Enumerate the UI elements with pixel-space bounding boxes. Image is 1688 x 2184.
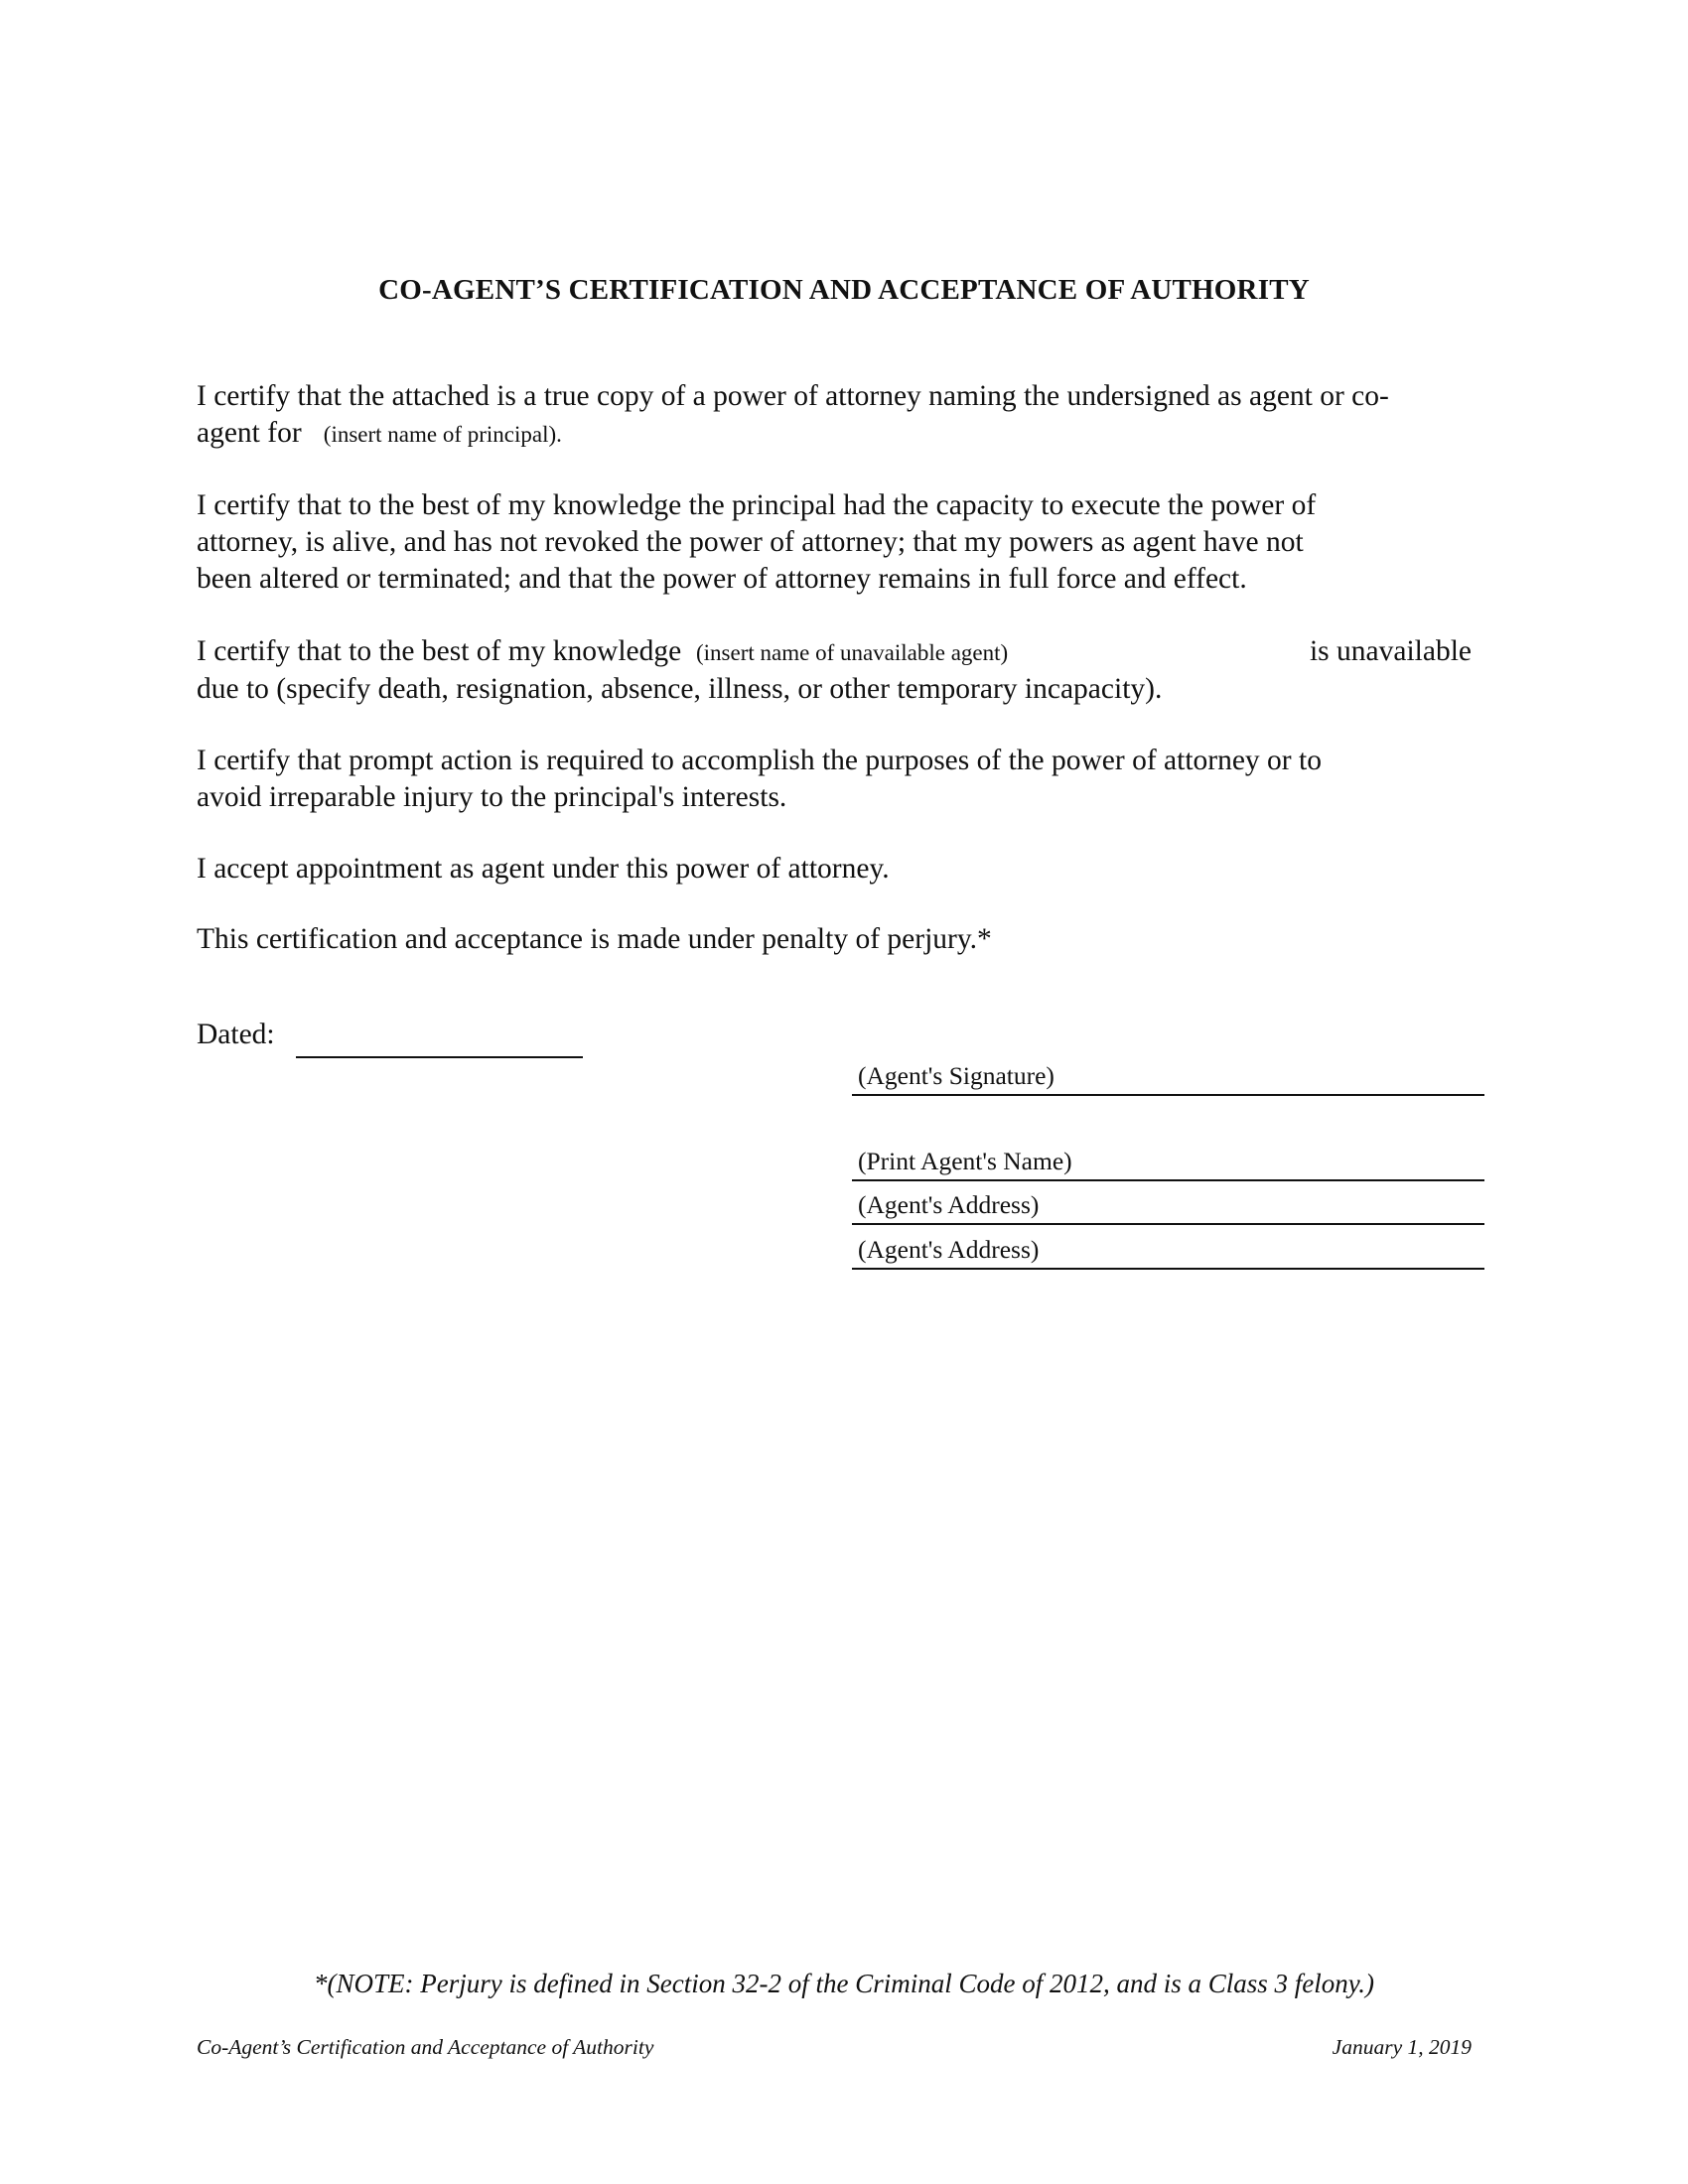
dated-label: Dated: — [197, 1019, 275, 1050]
signature-line — [852, 1223, 1484, 1225]
paragraph-line: I certify that the attached is a true copy of a power of attorney naming the undersigned as agent or co- — [197, 380, 1389, 412]
paragraph-line: avoid irreparable injury to the principal's interests. — [197, 781, 787, 813]
dated-field[interactable] — [296, 1056, 583, 1058]
paragraph-line: I certify that to the best of my knowledge the principal had the capacity to execute the power of — [197, 489, 1317, 521]
paragraph-prompt-action — [197, 743, 1472, 816]
signature-line — [852, 1179, 1484, 1181]
paragraph-line: I accept appointment as agent under this power of attorney. — [197, 853, 890, 885]
paragraph-true-copy — [197, 378, 1472, 453]
paragraph-text: agent for — [197, 417, 302, 449]
paragraph-line: been altered or terminated; and that the power of attorney remains in full force and effect. — [197, 563, 1247, 595]
paragraph-unavailable-agent — [197, 633, 1472, 708]
principal-name-field[interactable]: (insert name of principal). — [323, 422, 562, 447]
agent-address-field-1[interactable] — [852, 1187, 1484, 1225]
paragraph-line: This certification and acceptance is made under penalty of perjury.* — [197, 923, 992, 955]
print-agent-name-field[interactable] — [852, 1144, 1484, 1181]
footer-date: January 1, 2019 — [1332, 2035, 1472, 2059]
unavailable-agent-field[interactable]: (insert name of unavailable agent) — [696, 640, 1009, 665]
paragraph-text-suffix: is unavailable — [1309, 635, 1472, 667]
agent-address-label: (Agent's Address) — [858, 1190, 1040, 1219]
perjury-note: *(NOTE: Perjury is defined in Section 32-2 of the Criminal Code of 2012, and is a Class 3 felony.) — [314, 1969, 1374, 1998]
print-agent-name-label: (Print Agent's Name) — [858, 1147, 1072, 1175]
footer-document-name: Co-Agent’s Certification and Acceptance of Authority — [197, 2035, 654, 2059]
paragraph-line: due to (specify death, resignation, absence, illness, or other temporary incapacity). — [197, 673, 1163, 705]
paragraph-accept-appointment — [197, 851, 1472, 887]
agent-address-label: (Agent's Address) — [858, 1235, 1040, 1264]
paragraph-line — [197, 415, 1472, 453]
signature-line — [852, 1268, 1484, 1270]
agent-signature-label: (Agent's Signature) — [858, 1061, 1055, 1090]
paragraph-text — [197, 633, 1008, 671]
paragraph-line — [197, 633, 1472, 671]
agent-address-field-2[interactable] — [852, 1232, 1484, 1270]
paragraph-text-prefix: I certify that to the best of my knowledge — [197, 635, 682, 667]
signature-line — [852, 1094, 1484, 1096]
paragraph-penalty-perjury — [197, 921, 1472, 958]
paragraph-line: attorney, is alive, and has not revoked the power of attorney; that my powers as agent have not — [197, 526, 1304, 558]
agent-signature-field[interactable] — [852, 1058, 1484, 1096]
paragraph-capacity — [197, 487, 1472, 598]
paragraph-line: I certify that prompt action is required to accomplish the purposes of the power of attorney or to — [197, 745, 1322, 776]
document-title: CO-AGENT’S CERTIFICATION AND ACCEPTANCE OF AUTHORITY — [378, 274, 1310, 306]
